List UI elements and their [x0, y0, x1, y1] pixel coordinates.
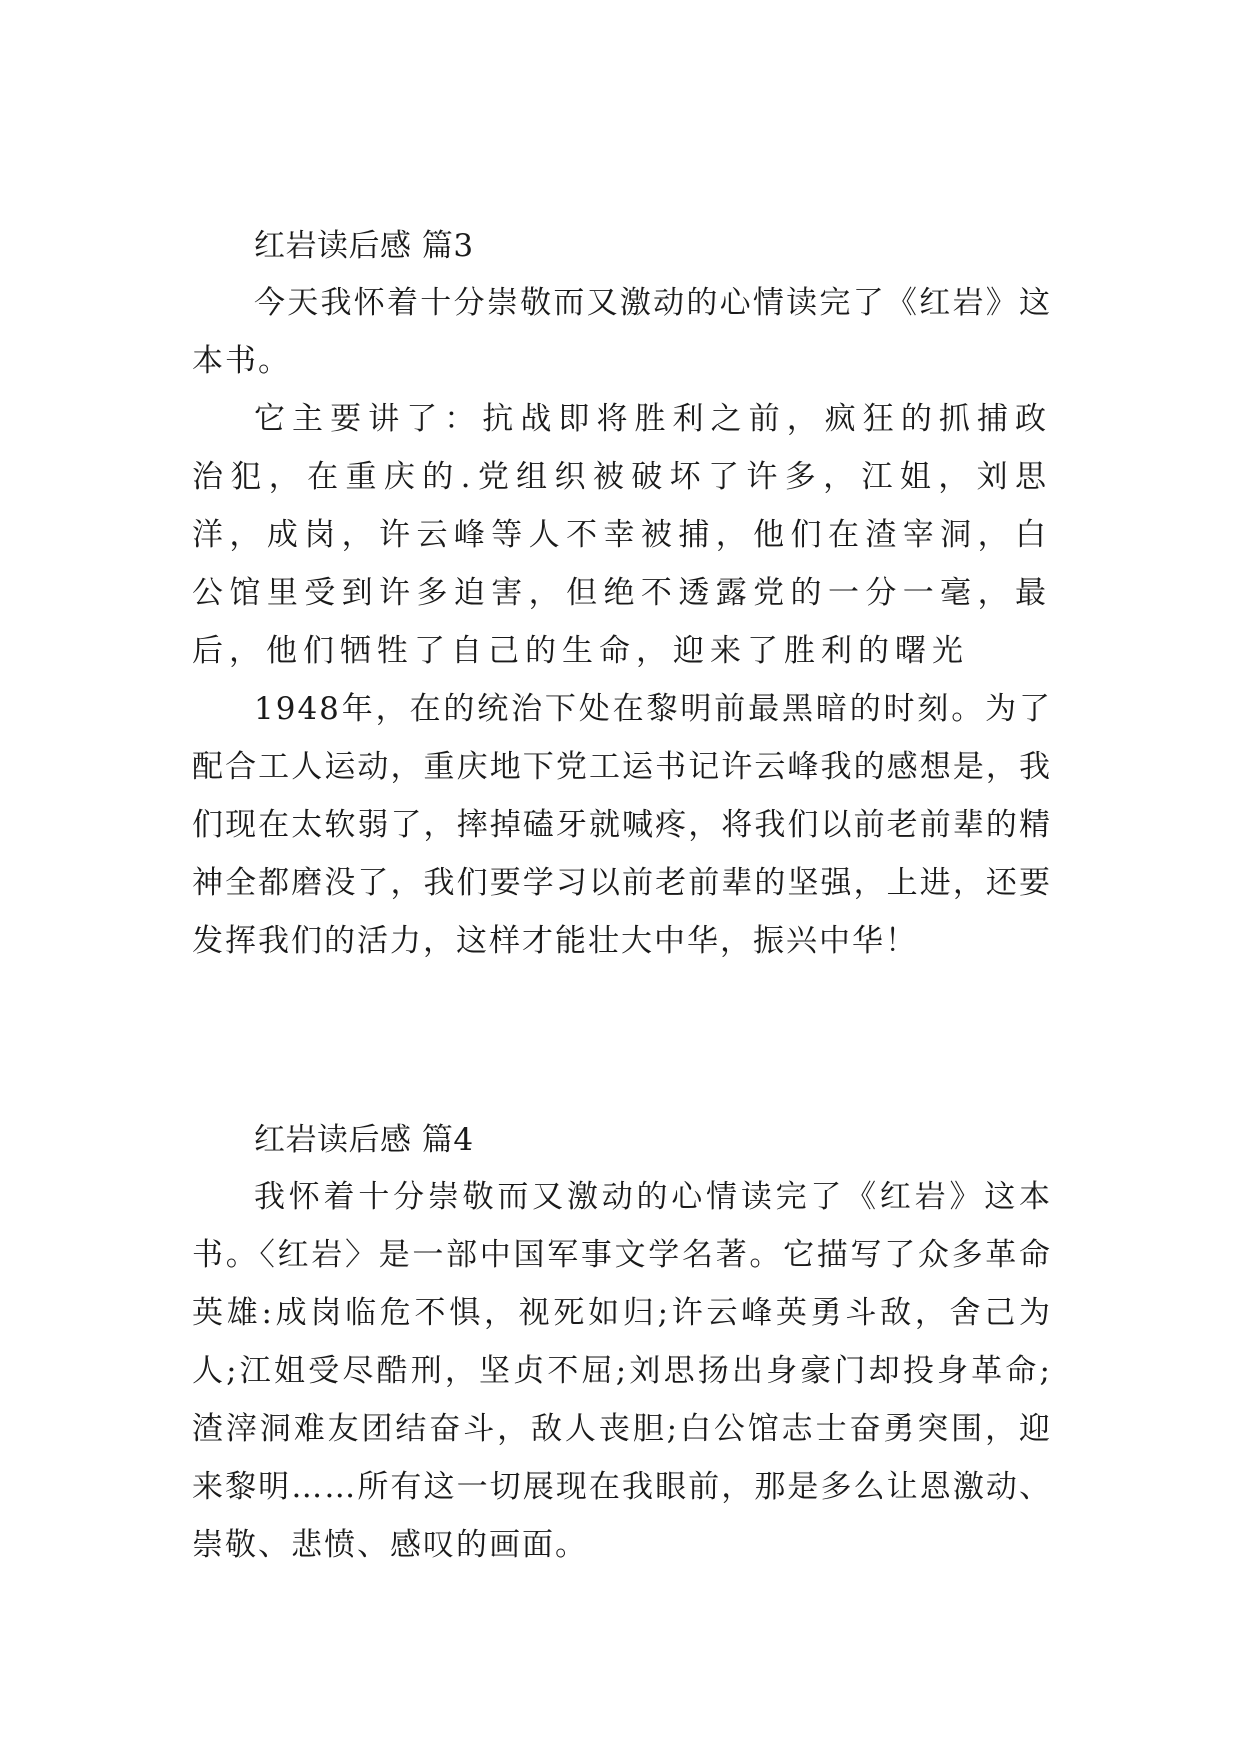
section-heading: 红岩读后感 篇3: [254, 228, 474, 264]
paragraph: 它主要讲了：抗战即将胜利之前，疯狂的抓捕政治犯，在重庆的.党组织被破坏了许多，江姐，刘思洋，成岗，许云峰等人不幸被捕，他们在渣宰洞，白公馆里受到许多迫害，但绝不透露党的一分一毫，最后，他们牺牲了自己的生命，迎来了胜利的曙光: [192, 401, 1052, 669]
essay-section-3: [192, 218, 1052, 970]
essay-section-4: [192, 1112, 1052, 1574]
section-heading: 红岩读后感 篇4: [254, 1122, 474, 1158]
paragraph: 我怀着十分崇敬而又激动的心情读完了《红岩》这本书。〈红岩〉是一部中国军事文学名著。它描写了众多革命英雄:成岗临危不惧，视死如归;许云峰英勇斗敌，舍己为人;江姐受尽酷刑，坚贞不屈;刘思扬出身豪门却投身革命;渣滓洞难友团结奋斗，敌人丧胆;白公馆志士奋勇突围，迎来黎明……所有这一切展现在我眼前，那是多么让恩激动、崇敬、悲愤、感叹的画面。: [192, 1179, 1052, 1563]
paragraph: 今天我怀着十分崇敬而又激动的心情读完了《红岩》这本书。: [192, 285, 1052, 379]
paragraph: 1948年，在的统治下处在黎明前最黑暗的时刻。为了配合工人运动，重庆地下党工运书记许云峰我的感想是，我们现在太软弱了，摔掉磕牙就喊疼，将我们以前老前辈的精神全都磨没了，我们要学习以前老前辈的坚强，上进，还要发挥我们的活力，这样才能壮大中华，振兴中华！: [192, 691, 1052, 959]
